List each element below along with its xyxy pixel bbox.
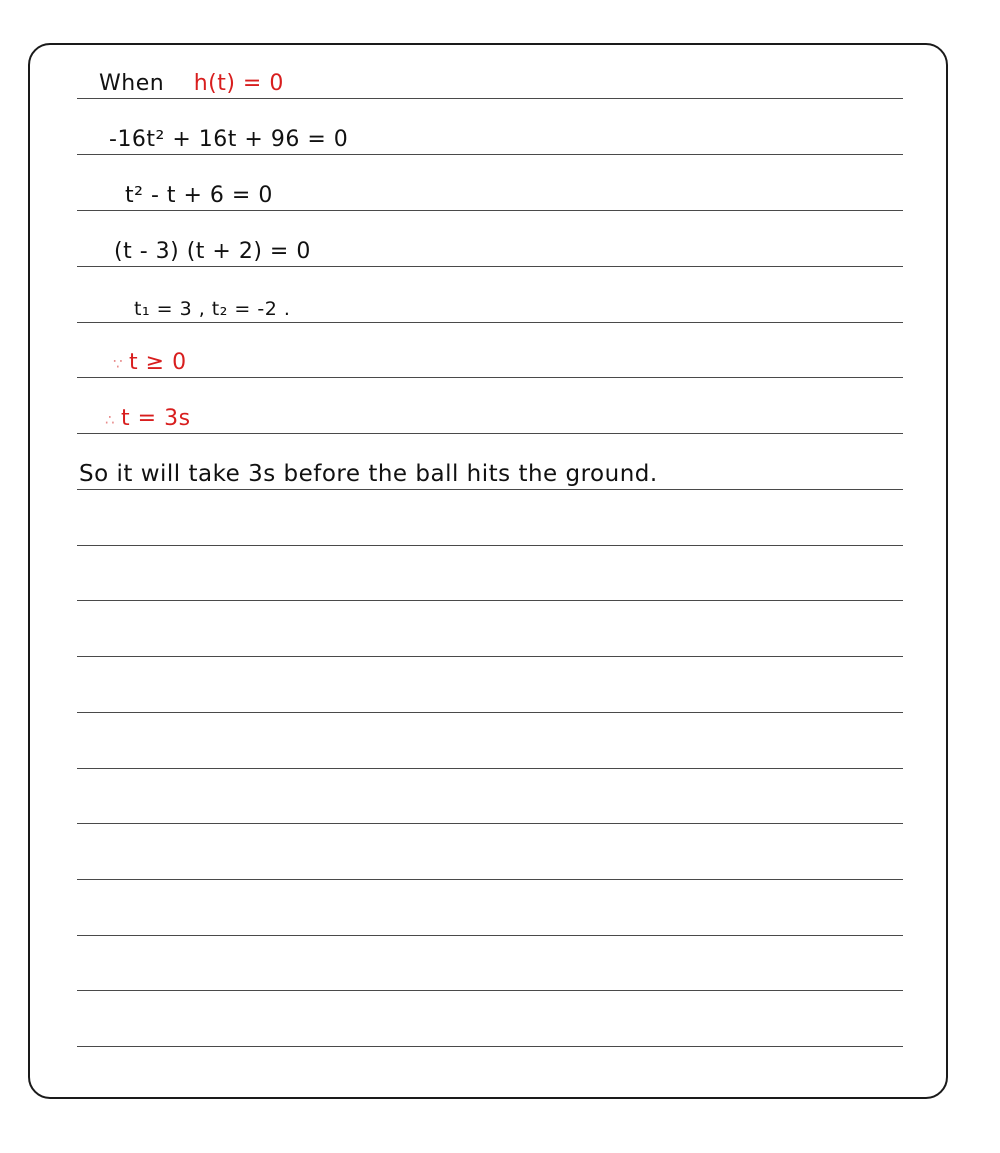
ruled-line: [77, 823, 903, 824]
equation-original: -16t² + 16t + 96 = 0: [109, 127, 349, 152]
condition-line: [113, 350, 187, 375]
ruled-line: [77, 990, 903, 991]
ruled-line: [77, 239, 903, 267]
ruled-line: [77, 406, 903, 434]
therefore-symbol: ∴: [105, 411, 116, 429]
roots: t₁ = 3 , t₂ = -2 .: [134, 298, 291, 320]
conclusion-line: [105, 406, 191, 431]
ruled-line: [77, 656, 903, 657]
ruled-line: [77, 350, 903, 378]
ruled-line: [77, 768, 903, 769]
ruled-line: [77, 545, 903, 546]
ruled-line: [77, 298, 903, 323]
ruled-line: [77, 1046, 903, 1047]
line-when: [99, 71, 284, 96]
height-condition: h(t) = 0: [193, 71, 284, 96]
equation-factored: (t - 3) (t + 2) = 0: [114, 239, 311, 264]
conclusion-text: t = 3s: [121, 406, 191, 431]
ruled-line: [77, 935, 903, 936]
ruled-line: [77, 127, 903, 155]
answer-sentence: So it will take 3s before the ball hits the ground.: [79, 461, 658, 487]
equation-simplified: t² - t + 6 = 0: [125, 183, 273, 208]
condition-text: t ≥ 0: [129, 350, 187, 375]
ruled-line: [77, 712, 903, 713]
because-symbol: ∵: [113, 355, 124, 373]
ruled-line: [77, 600, 903, 601]
when-word: When: [99, 71, 165, 96]
ruled-line: [77, 461, 903, 490]
ruled-line: [77, 71, 903, 99]
ruled-line: [77, 183, 903, 211]
ruled-line: [77, 879, 903, 880]
